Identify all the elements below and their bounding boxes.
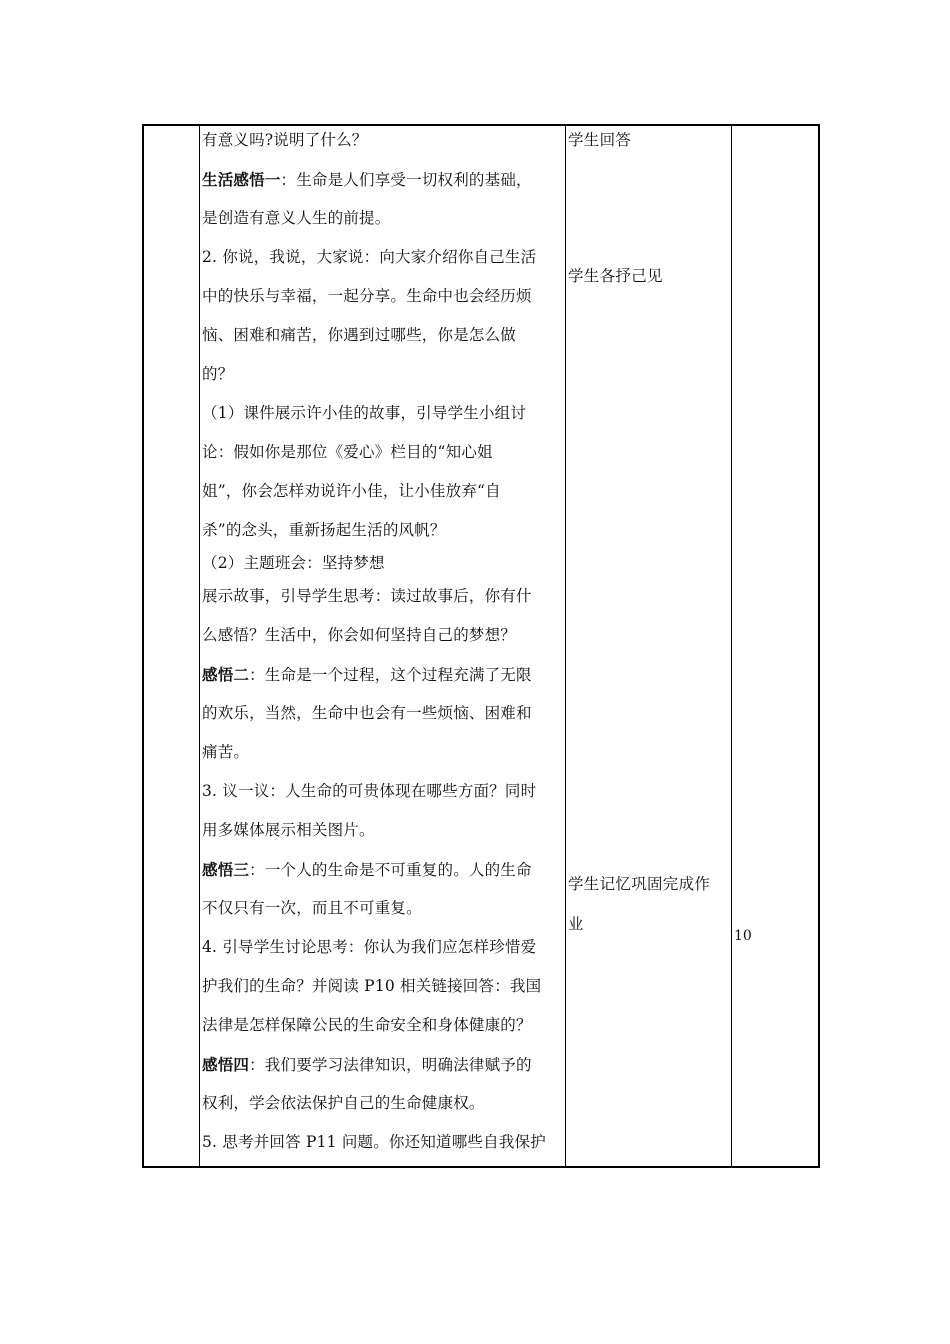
student-response-answer: 学生回答 [568,131,632,149]
lesson-line [202,972,566,1011]
lesson-line [202,621,566,660]
lesson-line-text: 恼、困难和痛苦，你遇到过哪些，你是怎么做 [202,326,517,344]
lesson-line [202,855,566,894]
lesson-line [202,204,566,243]
lesson-line [202,399,566,438]
lesson-line [202,1050,566,1089]
lesson-line-text: 2. 你说，我说，大家说：向大家介绍你自己生活 [202,248,537,266]
lesson-line-heading: 感悟二 [202,665,250,684]
lesson-line [202,360,566,399]
student-response-homework: 学生记忆巩固完成作 [568,875,711,893]
lesson-line [202,933,566,972]
lesson-line-text: 的？ [202,365,234,383]
student-response-opinions: 学生各抒己见 [568,267,663,285]
lesson-line [202,243,566,282]
lesson-line-text: 的欢乐，当然，生命中也会有一些烦恼、困难和 [202,704,532,722]
lesson-line-text: ：生命是一个过程，这个过程充满了无限 [249,666,532,684]
lesson-line-text: 展示故事，引导学生思考：读过故事后，你有什 [202,587,532,605]
column-divider-3 [731,126,732,1166]
lesson-line-text: 法律是怎样保障公民的生命安全和身体健康的？ [202,1016,532,1034]
lesson-line [202,1011,566,1050]
lesson-line [202,699,566,738]
lesson-line [202,282,566,321]
lesson-line-text: 杀”的念头，重新扬起生活的风帆？ [202,521,446,539]
lesson-line-text: 3. 议一议：人生命的可贵体现在哪些方面？同时 [202,782,537,800]
lesson-line-text: 有意义吗?说明了什么？ [202,131,368,149]
lesson-line [202,660,566,699]
lesson-line-text: （2）主题班会：坚持梦想 [202,554,385,572]
lesson-line [202,816,566,855]
lesson-line-text: 4. 引导学生讨论思考：你认为我们应怎样珍惜爱 [202,938,537,956]
lesson-line-heading: 感悟四 [202,1055,250,1074]
lesson-line-text: 用多媒体展示相关图片。 [202,821,375,839]
lesson-line-text: ：生命是人们享受一切权利的基础， [280,171,532,189]
lesson-line [202,477,566,516]
column-divider-1 [199,126,200,1166]
lesson-line [202,549,566,582]
lesson-line-text: 论：假如你是那位《爱心》栏目的“知心姐 [202,443,493,461]
lesson-line [202,777,566,816]
lesson-line-heading: 感悟三 [202,860,250,879]
lesson-line-text: （1）课件展示许小佳的故事，引导学生小组讨 [202,404,527,422]
lesson-line [202,165,566,204]
lesson-line-text: 中的快乐与幸福，一起分享。生命中也会经历烦 [202,287,532,305]
lesson-line-heading: 生活感悟一 [202,170,281,189]
time-cell: 10 [734,928,752,944]
lesson-line-text: 5. 思考并回答 P11 问题。你还知道哪些自我保护 [202,1133,546,1151]
lesson-line [202,738,566,777]
lesson-line [202,126,566,165]
lesson-line-text: 不仅只有一次，而且不可重复。 [202,899,422,917]
lesson-line-text: 权利，学会依法保护自己的生命健康权。 [202,1094,485,1112]
lesson-line [202,321,566,360]
lesson-line-text: 是创造有意义人生的前提。 [202,209,391,227]
lesson-line-text: ：我们要学习法律知识，明确法律赋予的 [249,1056,532,1074]
lesson-line [202,1089,566,1128]
lesson-line [202,894,566,933]
lesson-line [202,1128,566,1167]
lesson-line-text: 么感悟？生活中，你会如何坚持自己的梦想？ [202,626,517,644]
lesson-line [202,438,566,477]
lesson-plan-table [142,124,820,1168]
lesson-line [202,516,566,549]
lesson-line-text: ：一个人的生命是不可重复的。人的生命 [249,861,532,879]
student-response-homework-cont: 业 [568,915,584,933]
lesson-line-text: 护我们的生命？并阅读 P10 相关链接回答：我国 [202,977,542,995]
lesson-line-text: 痛苦。 [202,743,250,761]
teaching-activities-column [202,126,566,1167]
lesson-line [202,582,566,621]
lesson-line-text: 姐”，你会怎样劝说许小佳，让小佳放弃“自 [202,482,501,500]
